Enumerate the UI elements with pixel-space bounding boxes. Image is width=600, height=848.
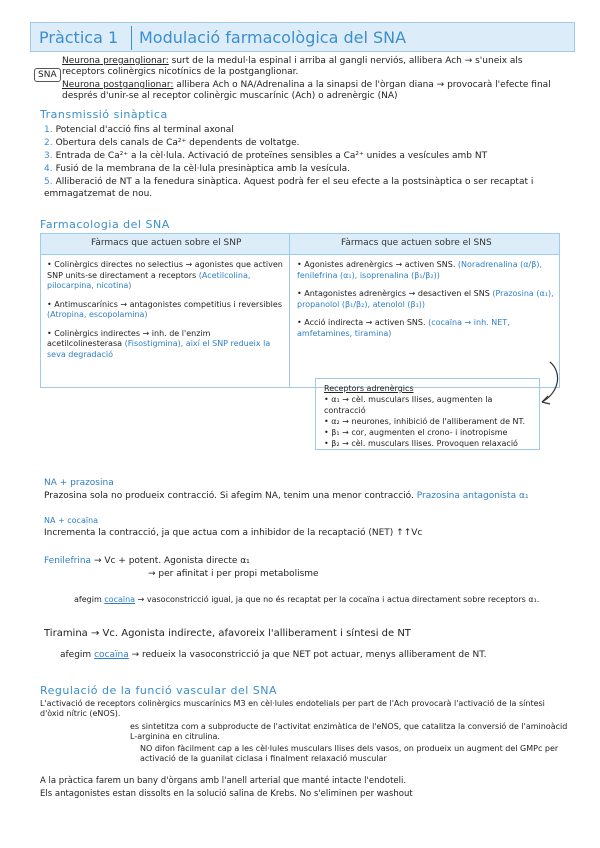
receptors-box — [315, 378, 540, 450]
page-title-box — [30, 22, 575, 52]
vascular-regulation-heading: Regulació de la funció vascular del SNA — [40, 684, 278, 697]
list-item: • β₁ → cor, augmenten el crono- i inotropisme — [324, 428, 508, 437]
tyramine-note: Tiramina → Vc. Agonista indirecte, afavoreix l'alliberament i síntesi de NT — [44, 628, 411, 639]
list-item: • Colinèrgics indirectes → inh. de l'enzim acetilcolinesterasa (Fisostigmina), així el SNP redueix la seva degradació — [47, 328, 271, 359]
sna-postganglionar — [62, 80, 567, 102]
transmission-list — [44, 124, 564, 201]
page-title: Modulació farmacològica del SNA — [139, 28, 407, 47]
list-item: • α₂ → neurones, inhibició de l'alliberament de NT. — [324, 417, 525, 426]
sna-label: SNA — [34, 68, 61, 82]
transmission-heading: Transmissió sinàptica — [40, 108, 168, 121]
list-item: • Antagonistes adrenèrgics → desactiven el SNS (Prazosina (α₁), propanolol (β₁/β₂), atenolol (β₁)) — [297, 289, 554, 309]
tyramine-cocaine-note: afegim cocaïna → redueix la vasoconstricció ja que NET pot actuar, menys alliberament de NT. — [60, 650, 487, 660]
pre-label: Neurona preganglionar: — [62, 56, 169, 66]
na-prazosina-heading: NA + prazosina — [44, 478, 114, 488]
list-item: • β₂ → cèl. musculars llises. Provoquen relaxació — [324, 439, 518, 448]
receptors-title: Receptors adrenèrgics — [324, 384, 414, 393]
practice-number: Pràctica 1 — [39, 28, 119, 47]
list-item: 5. Alliberació de NT a la fenedura sinàptica. Aquest podrà fer el seu efecte a la postsinàptica o ser recaptat i emmagatzemat de nou. — [44, 177, 534, 199]
na-prazosina-note: Prazosina sola no produeix contracció. Si afegim NA, tenim una menor contracció. Prazosina antagonista α₁ — [44, 491, 529, 501]
list-item: 4. Fusió de la membrana de la cèl·lula presinàptica amb la vesícula. — [44, 164, 351, 174]
col-header-snp: Fàrmacs que actuen sobre el SNP — [91, 238, 242, 248]
col-header-sns: Fàrmacs que actuen sobre el SNS — [341, 238, 492, 248]
na-cocaine-note: Incrementa la contracció, ja que actua com a inhibidor de la recaptació (NET) ↑↑Vc — [44, 528, 423, 538]
na-cocaine-heading: NA + cocaïna — [44, 516, 99, 525]
pharmacology-heading: Farmacologia del SNA — [40, 218, 170, 231]
list-item: 3. Entrada de Ca²⁺ a la cèl·lula. Activació de proteïnes sensibles a Ca²⁺ unides a vesícules amb NT — [44, 151, 488, 161]
table-divider — [289, 234, 290, 387]
phenylephrine-sub: → per afinitat i per propi metabolisme — [148, 569, 319, 579]
post-label: Neurona postganglionar: — [62, 80, 174, 90]
post-text: allibera Ach o NA/Adrenalina a la sinapsi de l'òrgan diana → provocarà l'efecte final després d'unir-se al receptor colinèrgic muscarínic (Ach) o adrenèrgic (NA) — [62, 80, 551, 101]
list-item: 2. Obertura dels canals de Ca²⁺ dependents de voltatge. — [44, 138, 300, 148]
regulation-p4: Els antagonistes estan dissolts en la solució salina de Krebs. No s'eliminen per washout — [40, 789, 413, 799]
list-item: • α₁ → cèl. musculars llises, augmenten la contracció — [324, 395, 493, 415]
list-item: • Acció indirecta → activen SNS. (cocaïna → inh. NET, amfetamines, tiramina) — [297, 318, 510, 338]
title-divider — [131, 26, 132, 50]
regulation-p2b: NO difon fàcilment cap a les cèl·lules musculars llises dels vasos, on produeix un augment del GMPc per activació de la guanilat ciclasa i finalment relaxació muscular — [140, 744, 559, 763]
regulation-p3: A la pràctica farem un bany d'òrgans amb l'anell arterial que manté intacte l'endoteli. — [40, 776, 407, 786]
list-item: • Antimuscarínics → antagonistes competitius i reversibles (Atropina, escopolamina) — [47, 299, 282, 319]
list-item: • Agonistes adrenèrgics → activen SNS. (Noradrenalina (α/β), fenilefrina (α₁), isoprenalina (β₁/β₂)) — [297, 260, 543, 280]
pre-text: surt de la medul·la espinal i arriba al gangli nerviós, allibera Ach → s'uneix als receptors colinèrgics nicotínics de la postganglionar. — [62, 56, 523, 77]
list-item: 1. Potencial d'acció fins al terminal axonal — [44, 125, 234, 135]
regulation-p2a: es sintetitza com a subproducte de l'activitat enzimàtica de l'eNOS, que catalitza la conversió de l'aminoàcid L-arginina en citrulina. — [130, 722, 568, 741]
sna-preganglionar — [62, 56, 567, 78]
phenylephrine-note: Fenilefrina → Vc + potent. Agonista directe α₁ — [44, 556, 250, 566]
snp-column — [47, 260, 283, 368]
sns-column — [297, 260, 555, 347]
pharmacology-table — [40, 233, 560, 388]
regulation-p1: L'activació de receptors colinèrgics muscarínics M3 en cèl·lules endotelials per part de l'Ach provocarà l'activació de la síntesi d'òxid nítric (eNOS). — [40, 699, 545, 718]
phenylephrine-cocaine-note: afegim cocaïna → vasoconstricció igual, ja que no és recaptat per la cocaïna i actua directament sobre receptors α₁. — [74, 595, 540, 604]
table-header — [41, 234, 559, 255]
list-item: • Colinèrgics directes no selectius → agonistes que activen SNP units-se directament a receptors (Acetilcolina, pilocarpina, nicotina) — [47, 260, 283, 290]
